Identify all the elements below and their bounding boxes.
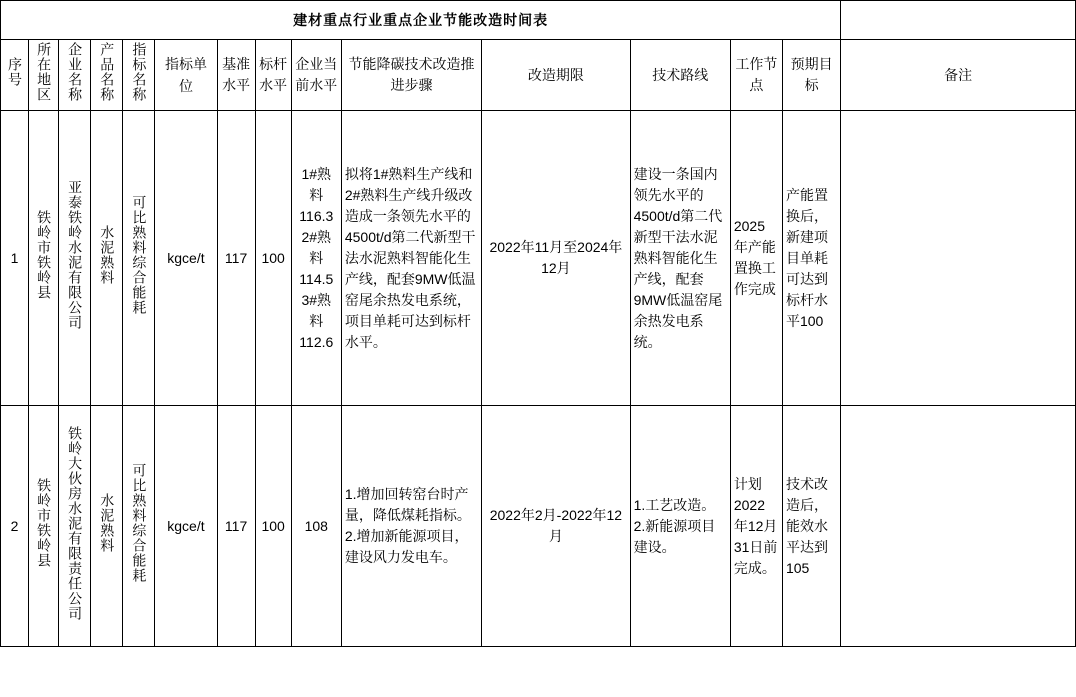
cell-route: 1.工艺改造。2.新能源项目建设。 [630,406,730,647]
cell-index: 1 [1,111,29,406]
table-row [1,406,1076,647]
header-region: 所在地区 [29,40,59,111]
cell-index: 2 [1,406,29,647]
cell-remark [841,406,1076,647]
header-product: 产品名称 [91,40,123,111]
cell-unit: kgce/t [155,111,217,406]
header-company: 企业名称 [59,40,91,111]
cell-unit: kgce/t [155,406,217,647]
table-row [1,111,1076,406]
cell-indicator: 可比熟料综合能耗 [123,406,155,647]
cell-goal: 产能置换后，新建项目单耗可达到标杆水平100 [782,111,840,406]
cell-company: 铁岭大伙房水泥有限责任公司 [59,406,91,647]
header-index: 序号 [1,40,29,111]
cell-product: 水泥熟料 [91,406,123,647]
header-goal: 预期目标 [782,40,840,111]
cell-steps: 1.增加回转窑台时产量，降低煤耗指标。2.增加新能源项目，建设风力发电车。 [341,406,481,647]
header-indicator: 指标名称 [123,40,155,111]
cell-indicator: 可比熟料综合能耗 [123,111,155,406]
header-baseline: 基准水平 [217,40,255,111]
cell-company: 亚泰铁岭水泥有限公司 [59,111,91,406]
cell-baseline: 117 [217,406,255,647]
cell-baseline: 117 [217,111,255,406]
cell-milestone: 2025年产能置换工作完成 [730,111,782,406]
cell-milestone: 计划2022年12月31日前完成。 [730,406,782,647]
cell-route: 建设一条国内领先水平的4500t/d第二代新型干法水泥熟料智能化生产线，配套9MW低温窑尾余热发电系统。 [630,111,730,406]
header-unit: 指标单位 [155,40,217,111]
header-current: 企业当前水平 [291,40,341,111]
title-blank-cell [841,1,1076,40]
cell-steps: 拟将1#熟料生产线和2#熟料生产线升级改造成一条领先水平的4500t/d第二代新型干法水泥熟料智能化生产线，配套9MW低温窑尾余热发电系统，项目单耗可达到标杆水平。 [341,111,481,406]
header-deadline: 改造期限 [482,40,630,111]
header-remark: 备注 [841,40,1076,111]
cell-current: 108 [291,406,341,647]
cell-product: 水泥熟料 [91,111,123,406]
cell-remark [841,111,1076,406]
header-row [1,40,1076,111]
cell-benchmark: 100 [255,111,291,406]
cell-deadline: 2022年2月-2022年12月 [482,406,630,647]
header-milestone: 工作节点 [730,40,782,111]
title-row [1,1,1076,40]
cell-goal: 技术改造后，能效水平达到105 [782,406,840,647]
cell-deadline: 2022年11月至2024年12月 [482,111,630,406]
page-title: 建材重点行业重点企业节能改造时间表 [1,1,841,40]
header-benchmark: 标杆水平 [255,40,291,111]
cell-benchmark: 100 [255,406,291,647]
header-steps: 节能降碳技术改造推进步骤 [341,40,481,111]
header-route: 技术路线 [630,40,730,111]
cell-current: 1#熟料116.3 2#熟料114.5 3#熟料112.6 [291,111,341,406]
cell-region: 铁岭市铁岭县 [29,111,59,406]
cell-region: 铁岭市铁岭县 [29,406,59,647]
